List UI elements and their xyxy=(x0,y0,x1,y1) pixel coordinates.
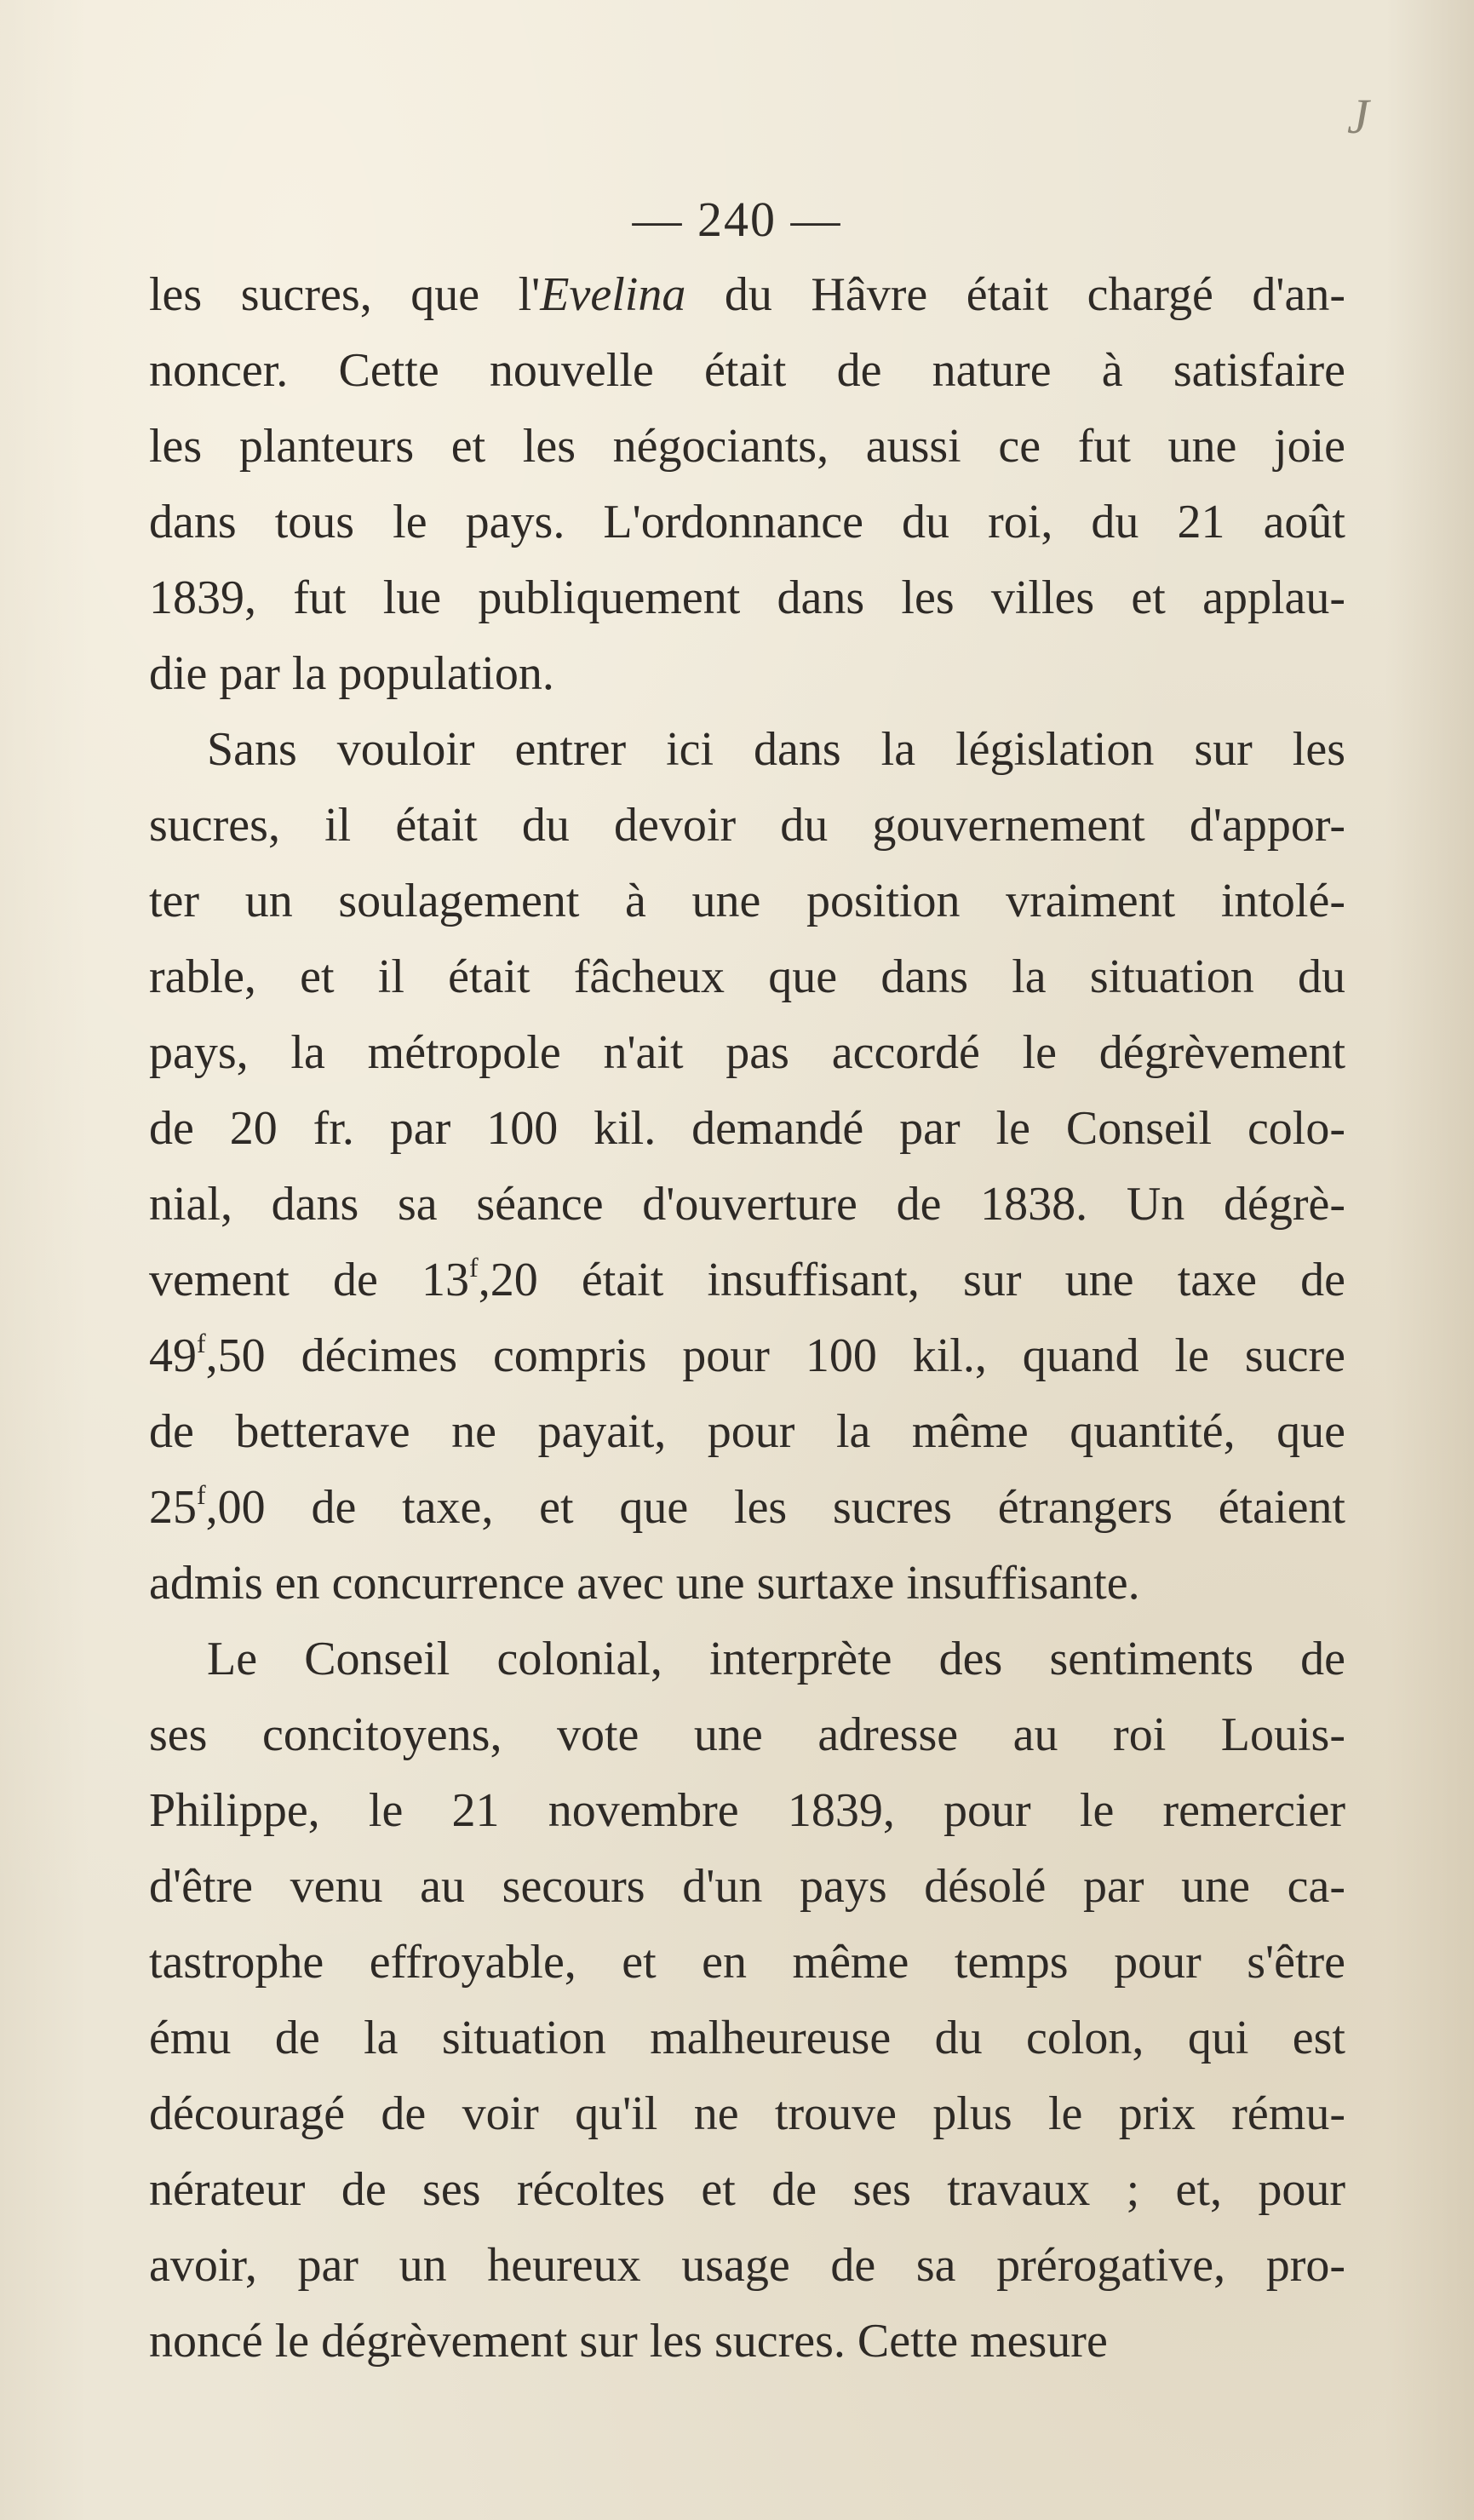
text-segment: de betterave ne payait, pour la même quantité, que xyxy=(149,1405,1345,1458)
text-segment: ,00 de taxe, et que les sucres étrangers étaient xyxy=(205,1481,1345,1534)
text-segment: ses concitoyens, vote une adresse au roi Louis- xyxy=(149,1708,1345,1761)
text-segment: Sans vouloir entrer ici dans la législation sur les xyxy=(207,723,1345,776)
text-segment: ,20 était insuffisant, sur une taxe de xyxy=(478,1254,1345,1306)
text-line xyxy=(149,1849,1345,1925)
text-line xyxy=(149,560,1345,636)
text-segment: 1839, fut lue publiquement dans les villes et applau- xyxy=(149,571,1345,624)
text-line xyxy=(149,1015,1345,1091)
text-segment: vement de 13 xyxy=(149,1254,470,1306)
text-line xyxy=(149,939,1345,1015)
text-line xyxy=(149,2228,1345,2304)
text-segment: d'être venu au secours d'un pays désolé par une ca- xyxy=(149,1860,1345,1913)
text-line xyxy=(149,636,1345,712)
text-line xyxy=(149,1470,1345,1546)
text-line xyxy=(149,1394,1345,1470)
text-segment: Le Conseil colonial, interprète des sentiments de xyxy=(207,1633,1345,1685)
text-segment: les planteurs et les négociants, aussi ce fut une joie xyxy=(149,420,1345,473)
text-segment: sucres, il était du devoir du gouvernement d'appor- xyxy=(149,799,1345,852)
text-segment: du Hâvre était chargé d'an- xyxy=(685,268,1345,321)
text-segment: pays, la métropole n'ait pas accordé le dégrèvement xyxy=(149,1026,1345,1079)
text-line xyxy=(149,712,1345,788)
text-line xyxy=(149,2001,1345,2076)
text-line xyxy=(149,2304,1345,2379)
text-segment: les sucres, que l' xyxy=(149,268,541,321)
text-segment: rable, et il était fâcheux que dans la situation du xyxy=(149,950,1345,1003)
text-segment: Philippe, le 21 novembre 1839, pour le remercier xyxy=(149,1784,1345,1837)
text-segment: nial, dans sa séance d'ouverture de 1838. Un dégrè- xyxy=(149,1178,1345,1231)
text-line xyxy=(149,1546,1345,1622)
text-segment: ,50 décimes compris pour 100 kil., quand le sucre xyxy=(205,1329,1345,1382)
text-line xyxy=(149,2076,1345,2152)
superscript: f xyxy=(469,1252,479,1283)
text-line xyxy=(149,1622,1345,1697)
text-line xyxy=(149,1318,1345,1394)
text-line xyxy=(149,1925,1345,2001)
text-segment: 25 xyxy=(149,1481,197,1534)
superscript: f xyxy=(197,1479,206,1510)
text-segment: tastrophe effroyable, et en même temps pour s'être xyxy=(149,1936,1345,1989)
text-line xyxy=(149,1167,1345,1243)
corner-pencil-mark: J xyxy=(1347,89,1369,144)
text-segment: avoir, par un heureux usage de sa prérogative, pro- xyxy=(149,2239,1345,2292)
text-segment: die par la population. xyxy=(149,647,554,700)
page-number: — 240 — xyxy=(632,192,842,247)
text-line xyxy=(149,788,1345,864)
text-segment: découragé de voir qu'il ne trouve plus le prix rému- xyxy=(149,2087,1345,2140)
text-line xyxy=(149,257,1345,333)
text-line xyxy=(149,2152,1345,2228)
text-segment: de 20 fr. par 100 kil. demandé par le Conseil colo- xyxy=(149,1102,1345,1155)
text-segment: ému de la situation malheureuse du colon, qui est xyxy=(149,2012,1345,2064)
text-line xyxy=(149,409,1345,485)
body-text xyxy=(149,257,1345,2379)
text-line xyxy=(149,333,1345,409)
text-segment: noncer. Cette nouvelle était de nature à satisfaire xyxy=(149,344,1345,397)
text-segment: ter un soulagement à une position vraiment intolé- xyxy=(149,875,1345,927)
text-segment: 49 xyxy=(149,1329,197,1382)
text-line xyxy=(149,485,1345,560)
text-segment: admis en concurrence avec une surtaxe insuffisante. xyxy=(149,1557,1140,1610)
text-segment: noncé le dégrèvement sur les sucres. Cette mesure xyxy=(149,2315,1108,2368)
text-line xyxy=(149,1697,1345,1773)
superscript: f xyxy=(197,1328,206,1358)
text-line xyxy=(149,864,1345,939)
italic-text: Evelina xyxy=(540,268,686,321)
text-segment: nérateur de ses récoltes et de ses travaux ; et, pour xyxy=(149,2163,1345,2216)
text-segment: dans tous le pays. L'ordonnance du roi, du 21 août xyxy=(149,496,1345,548)
text-line xyxy=(149,1243,1345,1318)
text-line xyxy=(149,1773,1345,1849)
text-line xyxy=(149,1091,1345,1167)
